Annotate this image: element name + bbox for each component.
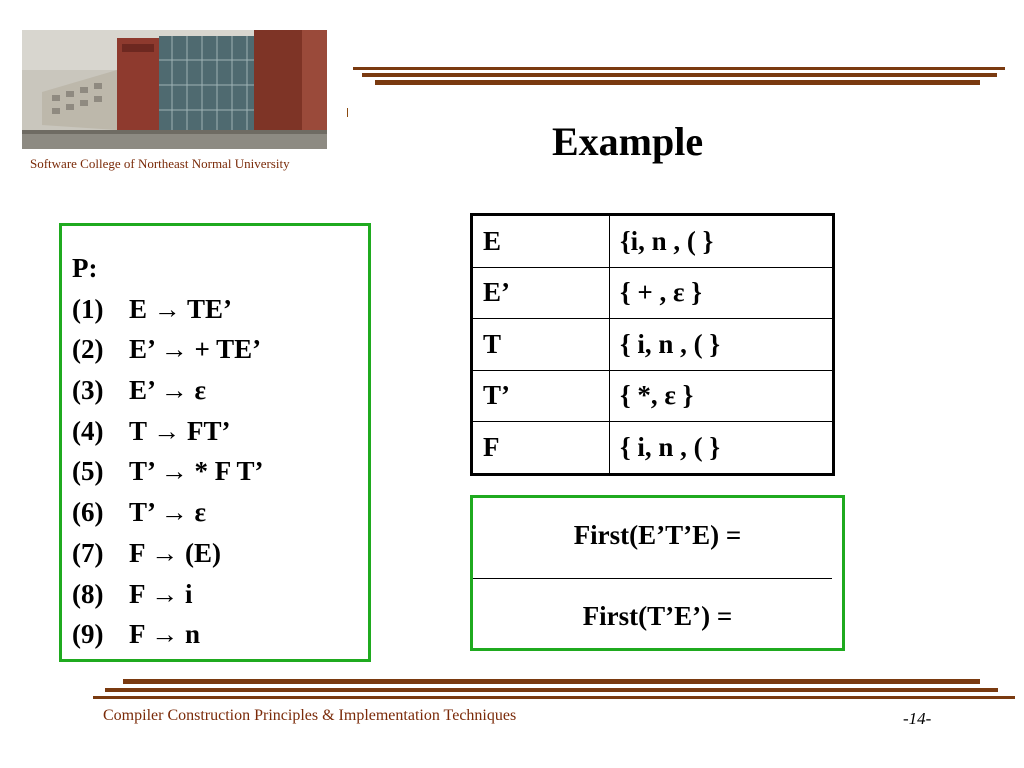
header-rule-top [353, 67, 1005, 70]
production-number: (1) [72, 293, 104, 324]
table-cell-set: { i, n , ( } [610, 422, 834, 475]
production-number: (6) [72, 497, 104, 528]
table-row [472, 215, 834, 268]
production-item [72, 411, 264, 452]
header-rule-bottom [375, 80, 980, 85]
production-rule: E → TE’ [129, 293, 233, 324]
table-row [472, 422, 834, 475]
production-item [72, 533, 264, 574]
table-cell-set: { + , ε } [610, 267, 834, 319]
college-building-photo [22, 30, 327, 149]
production-item [72, 329, 264, 370]
productions-box [59, 223, 371, 662]
question-first-etde: First(E’T’E) = [573, 520, 742, 550]
productions-heading: P: [72, 253, 98, 283]
table-cell-symbol: E’ [472, 267, 610, 319]
table-cell-set: {i, n , ( } [610, 215, 834, 268]
production-number: (5) [72, 456, 104, 487]
production-rule: F → i [129, 578, 193, 609]
table-cell-set: { *, ε } [610, 370, 834, 422]
production-item [72, 289, 264, 330]
production-rule: F → (E) [129, 537, 221, 568]
table-cell-symbol: T [472, 319, 610, 371]
production-rule: E’ → ε [129, 375, 207, 406]
production-rule: T’ → * F T’ [129, 456, 264, 487]
footer-rule-middle [105, 688, 998, 692]
production-number: (2) [72, 334, 104, 365]
footer-page-number: -14- [903, 709, 932, 728]
production-item [72, 574, 264, 615]
question-box [470, 495, 845, 651]
table-row [472, 319, 834, 371]
footer-course-title: Compiler Construction Principles & Implementation Techniques [103, 707, 517, 724]
slide-title: Example [552, 119, 704, 164]
footer-rule-bottom [93, 696, 1015, 699]
production-rule: T → FT’ [129, 415, 231, 446]
table-row [472, 370, 834, 422]
productions-list [72, 248, 264, 655]
table-cell-set: { i, n , ( } [610, 319, 834, 371]
question-divider [473, 578, 832, 579]
production-item [72, 614, 264, 655]
first-sets-table [470, 213, 835, 476]
production-number: (3) [72, 375, 104, 406]
header-rule-middle [362, 73, 997, 77]
production-item [72, 492, 264, 533]
production-number: (7) [72, 537, 104, 568]
question-first-tde: First(T’E’) = [582, 601, 733, 631]
table-cell-symbol: E [472, 215, 610, 268]
production-rule: F → n [129, 619, 201, 650]
production-rule: E’ → + TE’ [129, 334, 262, 365]
college-name: Software College of Northeast Normal University [30, 156, 290, 171]
table-cell-symbol: F [472, 422, 610, 475]
production-number: (9) [72, 619, 104, 650]
production-item [72, 370, 264, 411]
footer-rule-top [123, 679, 980, 684]
production-number: (8) [72, 578, 104, 609]
production-number: (4) [72, 415, 104, 446]
production-item [72, 451, 264, 492]
production-rule: T’ → ε [129, 497, 207, 528]
table-cell-symbol: T’ [472, 370, 610, 422]
header-tick-mark [347, 108, 348, 117]
table-row [472, 267, 834, 319]
